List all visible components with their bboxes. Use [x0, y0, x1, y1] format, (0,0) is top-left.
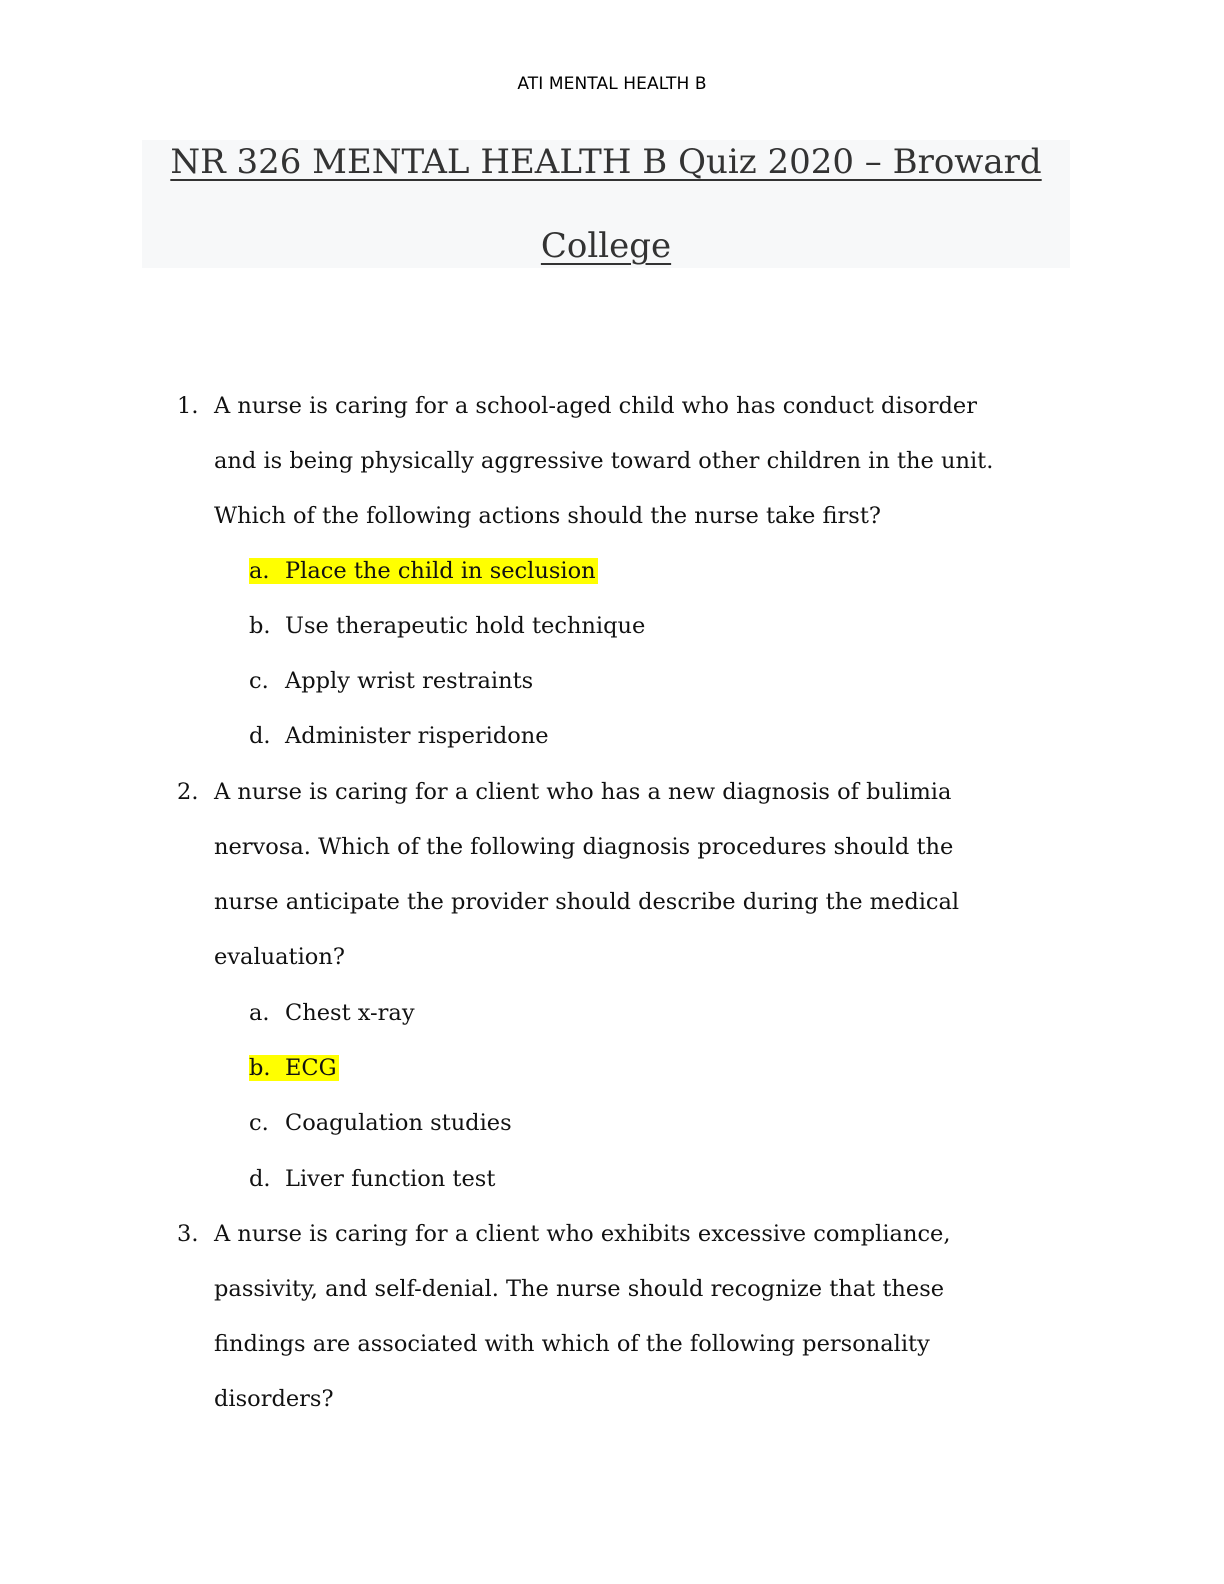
- option-text: Coagulation studies: [285, 1110, 512, 1136]
- answer-option: [249, 1108, 512, 1138]
- answer-highlight: [249, 1055, 339, 1081]
- option-text: ECG: [285, 1055, 337, 1081]
- question-text-line: A nurse is caring for a school-aged child who has conduct disorder: [214, 393, 977, 419]
- question-number: 3.: [177, 1221, 199, 1247]
- answer-option: [249, 721, 549, 751]
- answer-option: [249, 666, 533, 696]
- question-text-line: A nurse is caring for a client who exhibits excessive compliance,: [214, 1221, 951, 1247]
- option-letter: a.: [249, 1000, 270, 1026]
- document-title-line-2: College: [540, 226, 672, 266]
- option-text: Place the child in seclusion: [285, 558, 596, 584]
- answer-option-correct: [249, 1053, 339, 1083]
- option-text: Administer risperidone: [285, 723, 549, 749]
- question-text-line: findings are associated with which of the following personality: [214, 1331, 930, 1357]
- option-text: Liver function test: [285, 1166, 496, 1192]
- question-text-line: nervosa. Which of the following diagnosis procedures should the: [214, 834, 954, 860]
- option-letter: c.: [249, 1110, 269, 1136]
- question-number: 2.: [177, 779, 199, 805]
- option-letter: b.: [249, 1055, 271, 1081]
- option-text: Chest x-ray: [285, 1000, 415, 1026]
- title-block: [142, 140, 1070, 268]
- answer-option: [249, 1164, 495, 1194]
- question-text-line: evaluation?: [214, 944, 345, 970]
- question-text-line: Which of the following actions should the nurse take first?: [214, 503, 881, 529]
- question-text-line: disorders?: [214, 1386, 334, 1412]
- question-text-line: passivity, and self-denial. The nurse should recognize that these: [214, 1276, 945, 1302]
- answer-option: [249, 998, 415, 1028]
- running-header: ATI MENTAL HEALTH B: [517, 74, 707, 94]
- question-text-line: A nurse is caring for a client who has a new diagnosis of bulimia: [214, 779, 952, 805]
- answer-option-correct: [249, 556, 598, 586]
- answer-highlight: [249, 558, 598, 584]
- option-text: Apply wrist restraints: [285, 668, 534, 694]
- question-number: 1.: [177, 393, 199, 419]
- option-letter: a.: [249, 558, 270, 584]
- option-letter: d.: [249, 723, 271, 749]
- option-letter: b.: [249, 613, 271, 639]
- option-letter: d.: [249, 1166, 271, 1192]
- question-text-line: nurse anticipate the provider should describe during the medical: [214, 889, 960, 915]
- option-letter: c.: [249, 668, 269, 694]
- document-title-line-1: NR 326 MENTAL HEALTH B Quiz 2020 – Broward: [170, 142, 1042, 182]
- option-text: Use therapeutic hold technique: [285, 613, 646, 639]
- question-text-line: and is being physically aggressive toward other children in the unit.: [214, 448, 994, 474]
- answer-option: [249, 611, 645, 641]
